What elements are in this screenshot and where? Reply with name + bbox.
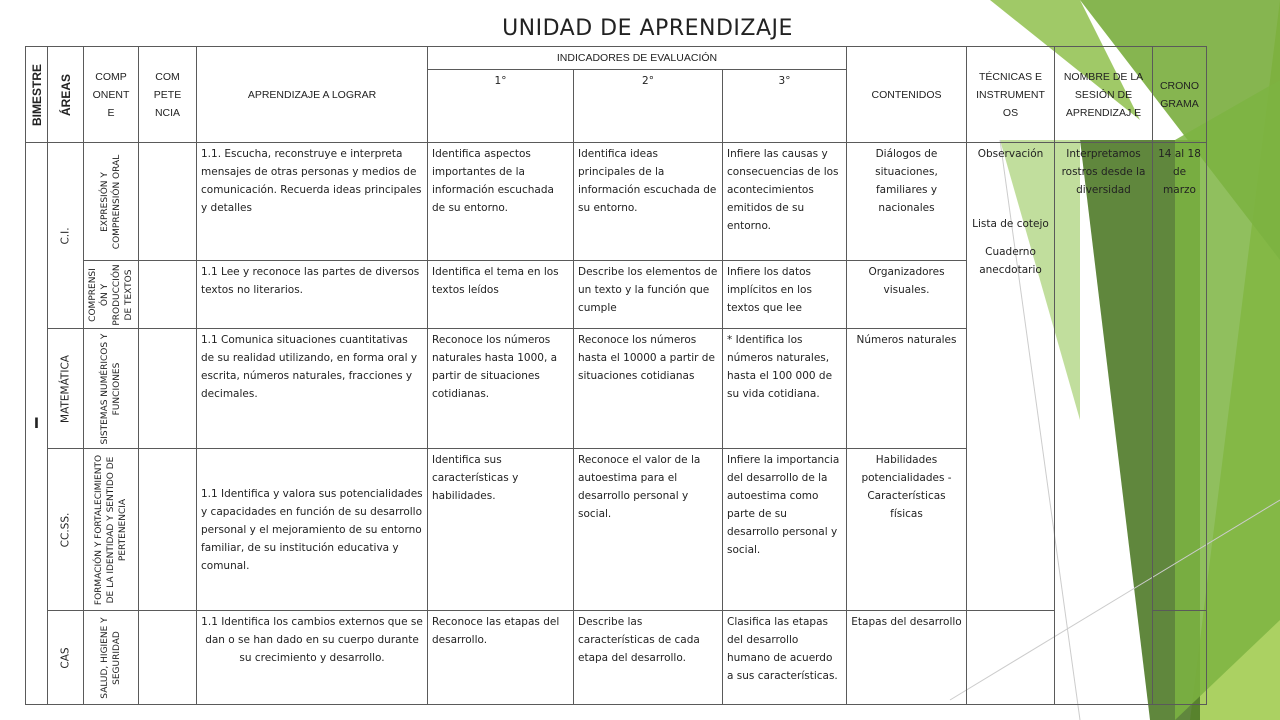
aprendizaje-cell: 1.1 Lee y reconoce las partes de diversos textos no literarios. [197,261,428,329]
componente-oral: EXPRESIÓN Y COMPRENSIÓN ORAL [84,143,139,261]
indicador-g3: Infiere los datos implícitos en los textos que lee [723,261,847,329]
bimestre-cell: I [26,143,48,705]
indicador-g3: * Identifica los números naturales, hasta el 100 000 de su vida cotidiana. [723,329,847,449]
contenidos-cell: Diálogos de situaciones, familiares y nacionales [847,143,967,261]
indicador-g2: Identifica ideas principales de la información escuchada de su entorno. [574,143,723,261]
indicador-g1: Reconoce las etapas del desarrollo. [428,611,574,705]
header-cronograma: CRONO GRAMA [1153,47,1207,143]
componente-sistemas: SISTEMAS NUMÉRICOS Y FUNCIONES [84,329,139,449]
header-indicadores: INDICADORES DE EVALUACIÓN [428,47,847,70]
indicador-g2: Reconoce el valor de la autoestima para el desarrollo personal y social. [574,449,723,611]
header-componente: COMP ONENT E [84,47,139,143]
header-areas: ÁREAS [48,47,84,143]
learning-unit-table [25,46,1207,705]
tecnica-cuaderno: Cuaderno anecdotario [979,246,1042,276]
competencia-cell [139,449,197,611]
competencia-cell [139,261,197,329]
crono-cell [1153,143,1207,611]
indicador-g2: Reconoce los números hasta el 10000 a partir de situaciones cotidianas [574,329,723,449]
sesion-cell [1055,143,1153,705]
crono-text: 14 al 18 de marzo [1158,148,1201,196]
tecnicas-cell [967,143,1055,611]
header-tecnicas: TÉCNICAS E INSTRUMENT OS [967,47,1055,143]
competencia-cell [139,329,197,449]
header-competencia: COM PETE NCIA [139,47,197,143]
indicador-g3: Infiere la importancia del desarrollo de la autoestima como parte de su desarrollo personal y social. [723,449,847,611]
contenidos-cell: Habilidades potencialidades -Características físicas [847,449,967,611]
header-contenidos: CONTENIDOS [847,47,967,143]
tecnica-lista-cotejo: Lista de cotejo [972,218,1049,230]
tecnicas-cell-empty [967,611,1055,705]
componente-salud: SALUD, HIGIENE Y SEGURIDAD [84,611,139,705]
indicador-g1: Identifica sus características y habilidades. [428,449,574,611]
crono-cell-empty [1153,611,1207,705]
area-cas: CAS [48,611,84,705]
header-bimestre: BIMESTRE [26,47,48,143]
tecnica-observacion: Observación [977,148,1044,160]
aprendizaje-cell: 1.1 Identifica y valora sus potencialidades y capacidades en función de su desarrollo personal y el mejoramiento de su entorno familiar, de su institución educativa y comunal. [197,449,428,611]
header-grado-2: 2° [574,70,723,143]
area-matematica: MATEMÁTICA [48,329,84,449]
aprendizaje-cell: 1.1 Identifica los cambios externos que se dan o se han dado en su cuerpo durante su crecimiento y desarrollo. [197,611,428,705]
componente-textos: COMPRENSI ÓN Y PRODUCCIÓN DE TEXTOS [84,261,139,329]
indicador-g3: Infiere las causas y consecuencias de los acontecimientos emitidos de su entorno. [723,143,847,261]
header-aprendizaje: APRENDIZAJE A LOGRAR [197,47,428,143]
aprendizaje-cell: 1.1. Escucha, reconstruye e interpreta mensajes de otras personas y medios de comunicación. Recuerda ideas principales y detalles [197,143,428,261]
indicador-g2: Describe los elementos de un texto y la función que cumple [574,261,723,329]
indicador-g1: Reconoce los números naturales hasta 1000, a partir de situaciones cotidianas. [428,329,574,449]
sesion-text: Interpretamos rostros desde la diversidad [1061,148,1146,196]
area-ci: C.I. [48,143,84,329]
contenidos-cell: Números naturales [847,329,967,449]
indicador-g1: Identifica el tema en los textos leídos [428,261,574,329]
page-title: UNIDAD DE APRENDIZAJE [502,16,793,41]
competencia-cell [139,143,197,261]
aprendizaje-cell: 1.1 Comunica situaciones cuantitativas de su realidad utilizando, en forma oral y escrita, números naturales, fracciones y decimales. [197,329,428,449]
area-ccss: CC.SS. [48,449,84,611]
contenidos-cell: Etapas del desarrollo [847,611,967,705]
header-sesion: NOMBRE DE LA SESIÓN DE APRENDIZAJ E [1055,47,1153,143]
contenidos-cell: Organizadores visuales. [847,261,967,329]
header-grado-1: 1° [428,70,574,143]
indicador-g3: Clasifica las etapas del desarrollo humano de acuerdo a sus características. [723,611,847,705]
indicador-g1: Identifica aspectos importantes de la información escuchada de su entorno. [428,143,574,261]
componente-formacion: FORMACIÓN Y FORTALECIMIENTO DE LA IDENTIDAD Y SENTIDO DE PERTENENCIA [84,449,139,611]
header-grado-3: 3° [723,70,847,143]
competencia-cell [139,611,197,705]
indicador-g2: Describe las características de cada etapa del desarrollo. [574,611,723,705]
